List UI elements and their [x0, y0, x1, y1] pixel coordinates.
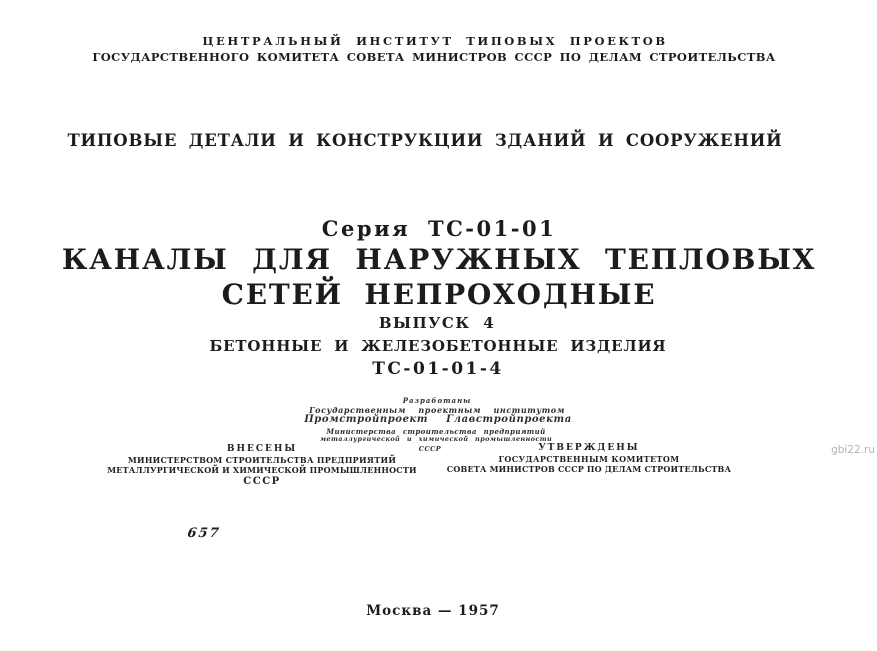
letterhead-institute: ЦЕНТРАЛЬНЫЙ ИНСТИТУТ ТИПОВЫХ ПРОЕКТОВ	[202, 34, 668, 48]
series-number: Серия ТС-01-01	[321, 216, 557, 241]
developed-by-country: СССР	[418, 445, 442, 453]
issue-label: ВЫПУСК 4	[378, 314, 496, 332]
submitted-heading: ВНЕСЕНЫ	[226, 444, 298, 454]
developed-by-institute: Государственным проектным институтом	[309, 405, 565, 415]
developed-by-ministry-line2: металлургической и химической промышленности	[319, 435, 553, 443]
letterhead-committee: ГОСУДАРСТВЕННОГО КОМИТЕТА СОВЕТА МИНИСТРОВ СССР ПО ДЕЛАМ СТРОИТЕЛЬСТВА	[92, 50, 776, 64]
handwritten-inventory-number: 657	[186, 526, 222, 541]
submitted-line1: МИНИСТЕРСТВОМ СТРОИТЕЛЬСТВА ПРЕДПРИЯТИЙ	[127, 455, 397, 465]
submitted-line2: МЕТАЛЛУРГИЧЕСКОЙ И ХИМИЧЕСКОЙ ПРОМЫШЛЕННОСТИ	[107, 465, 417, 475]
page-title-line2: СЕТЕЙ НЕПРОХОДНЫЕ	[221, 278, 657, 311]
developed-by-organization: Промстройпроект Главстройпроекта	[304, 414, 572, 425]
issue-subtitle: БЕТОННЫЕ И ЖЕЛЕЗОБЕТОННЫЕ ИЗДЕЛИЯ	[209, 337, 667, 355]
document-code: ТС-01-01-4	[372, 359, 504, 379]
page-title-line1: КАНАЛЫ ДЛЯ НАРУЖНЫХ ТЕПЛОВЫХ	[61, 243, 817, 276]
developed-by-ministry-line1: Министерства строительства предприятий	[326, 427, 546, 436]
document-subject: ТИПОВЫЕ ДЕТАЛИ И КОНСТРУКЦИИ ЗДАНИЙ И СООРУЖЕНИЙ	[67, 131, 783, 150]
submitted-line3: СССР	[243, 476, 281, 487]
developed-by-heading: Разработаны	[402, 396, 472, 405]
site-watermark: gbi22.ru	[831, 444, 875, 456]
approved-heading: УТВЕРЖДЕНЫ	[538, 443, 640, 453]
imprint-city-year: Москва — 1957	[366, 603, 500, 619]
approved-line1: ГОСУДАРСТВЕННЫМ КОМИТЕТОМ	[498, 454, 680, 464]
approved-line2: СОВЕТА МИНИСТРОВ СССР ПО ДЕЛАМ СТРОИТЕЛЬСТВА	[446, 464, 732, 474]
